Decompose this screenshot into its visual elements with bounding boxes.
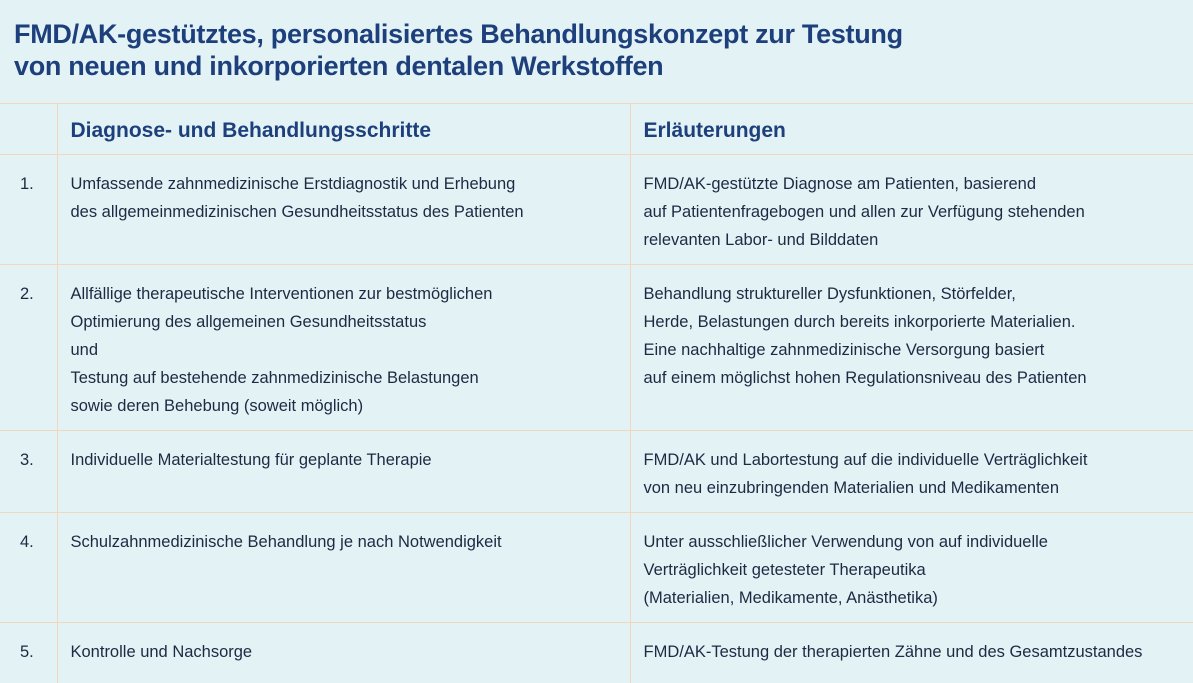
header-number [0,104,57,155]
table-row [0,155,1193,265]
explanation-line: Eine nachhaltige zahnmedizinische Versorgung basiert [644,336,1193,364]
header-steps: Diagnose- und Behandlungsschritte [57,104,630,155]
step-line: Kontrolle und Nachsorge [71,638,630,666]
explanation-line: Herde, Belastungen durch bereits inkorporierte Materialien. [644,308,1193,336]
title-line-2: von neuen und inkorporierten dentalen Werkstoffen [14,50,1193,82]
explanation-cell [630,431,1193,513]
explanation-line: Behandlung struktureller Dysfunktionen, Störfelder, [644,280,1193,308]
table-header-row [0,104,1193,155]
step-cell [57,155,630,265]
step-line: Umfassende zahnmedizinische Erstdiagnostik und Erhebung [71,170,630,198]
explanation-line: auf einem möglichst hohen Regulationsniveau des Patienten [644,364,1193,392]
step-cell [57,623,630,683]
step-line: sowie deren Behebung (soweit möglich) [71,392,630,420]
step-line: Testung auf bestehende zahnmedizinische Belastungen [71,364,630,392]
explanation-line: (Materialien, Medikamente, Anästhetika) [644,584,1193,612]
explanation-line: Unter ausschließlicher Verwendung von auf individuelle [644,528,1193,556]
explanation-line: von neu einzubringenden Materialien und Medikamenten [644,474,1193,502]
document-title [0,0,1193,103]
explanation-line: FMD/AK-Testung der therapierten Zähne und des Gesamtzustandes [644,638,1193,666]
table-row [0,623,1193,683]
table-row [0,513,1193,623]
explanation-cell [630,623,1193,683]
row-number: 2. [0,265,57,431]
row-number: 4. [0,513,57,623]
step-line: Schulzahnmedizinische Behandlung je nach Notwendigkeit [71,528,630,556]
title-line-1: FMD/AK-gestütztes, personalisiertes Behandlungskonzept zur Testung [14,18,1193,50]
table-row [0,265,1193,431]
explanation-line: FMD/AK und Labortestung auf die individuelle Verträglichkeit [644,446,1193,474]
step-cell [57,265,630,431]
header-explanations: Erläuterungen [630,104,1193,155]
step-cell [57,431,630,513]
step-cell [57,513,630,623]
explanation-line: auf Patientenfragebogen und allen zur Verfügung stehenden [644,198,1193,226]
step-line: des allgemeinmedizinischen Gesundheitsstatus des Patienten [71,198,630,226]
explanation-line: Verträglichkeit getesteter Therapeutika [644,556,1193,584]
explanation-line: FMD/AK-gestützte Diagnose am Patienten, basierend [644,170,1193,198]
step-line: Optimierung des allgemeinen Gesundheitsstatus [71,308,630,336]
step-line: Allfällige therapeutische Interventionen zur bestmöglichen [71,280,630,308]
row-number: 3. [0,431,57,513]
explanation-cell [630,155,1193,265]
step-line: Individuelle Materialtestung für geplante Therapie [71,446,630,474]
explanation-line: relevanten Labor- und Bilddaten [644,226,1193,254]
table-row [0,431,1193,513]
treatment-table [0,103,1193,683]
explanation-cell [630,513,1193,623]
row-number: 5. [0,623,57,683]
row-number: 1. [0,155,57,265]
explanation-cell [630,265,1193,431]
step-line: und [71,336,630,364]
